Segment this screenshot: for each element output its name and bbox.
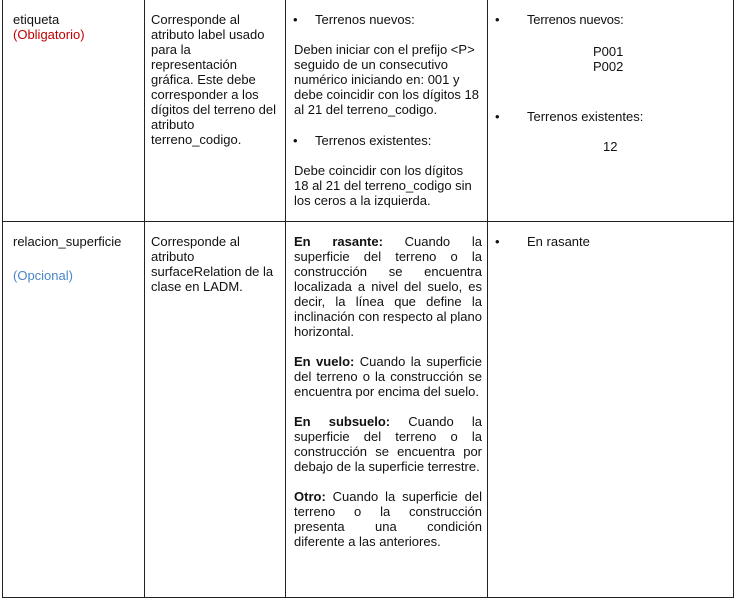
definition-text: Cuando la superficie del terreno o la construcción se encuentra localizada a nivel del suelo, es decir, la línea que define la inclinación con respecto al plano horizontal. bbox=[294, 234, 482, 339]
attribute-table bbox=[2, 0, 734, 598]
row-etiqueta-examples-cell bbox=[487, 12, 733, 154]
definition-term: En subsuelo: bbox=[294, 414, 391, 429]
field-description: Corresponde al atributo label usado para la representación gráfica. Este debe corresponder a los dígitos del terreno del atributo terreno_codigo. bbox=[151, 12, 277, 147]
example-value: P002 bbox=[593, 59, 624, 74]
field-description: Corresponde al atributo surfaceRelation de la clase en LADM. bbox=[151, 234, 274, 294]
definition-text: Cuando la superficie del terreno o la construcción presenta una condición diferente a las anteriores. bbox=[294, 489, 482, 549]
example-value: 12 bbox=[603, 139, 618, 154]
row-divider bbox=[3, 221, 733, 222]
definition-term: Otro: bbox=[294, 489, 326, 504]
definition-paragraph bbox=[294, 234, 482, 339]
requirement-label: (Obligatorio) bbox=[13, 27, 85, 42]
definition-paragraph bbox=[294, 354, 482, 399]
rule-heading: • Terrenos nuevos: bbox=[285, 12, 481, 27]
rule-text: Deben iniciar con el prefijo <P> seguido de un consecutivo numérico iniciando en: 001 y debe coincidir con los dígitos 18 al 21 del terreno_codigo. bbox=[294, 42, 480, 117]
example-heading: • Terrenos existentes: bbox=[487, 109, 733, 124]
row-relacion-description-cell bbox=[151, 234, 279, 294]
definition-term: En rasante: bbox=[294, 234, 383, 249]
example-value: • En rasante bbox=[487, 234, 733, 249]
rule-text: Debe coincidir con los dígitos 18 al 21 del terreno_codigo sin los ceros a la izquierda. bbox=[294, 163, 472, 208]
row-relacion-definitions-cell bbox=[294, 234, 482, 549]
definition-term: En vuelo: bbox=[294, 354, 355, 369]
definition-text: Cuando la superficie del terreno o la construcción se encuentra por encima del suelo. bbox=[294, 354, 482, 399]
example-value: P001 bbox=[593, 44, 624, 59]
definition-paragraph bbox=[294, 414, 482, 474]
field-name: etiqueta bbox=[13, 12, 60, 27]
row-etiqueta-field-cell bbox=[13, 12, 141, 42]
field-name: relacion_superficie bbox=[13, 234, 122, 249]
definition-paragraph bbox=[294, 489, 482, 549]
row-relacion-examples-cell bbox=[487, 234, 733, 249]
column-divider bbox=[144, 0, 145, 597]
rule-heading: • Terrenos existentes: bbox=[285, 133, 481, 148]
row-etiqueta-description-cell bbox=[151, 12, 279, 147]
definition-text: Cuando la superficie del terreno o la construcción se encuentra por debajo de la superficie terrestre. bbox=[294, 414, 482, 474]
row-relacion-field-cell bbox=[13, 234, 141, 283]
example-heading: • Terrenos nuevos: bbox=[487, 12, 733, 27]
requirement-label: (Opcional) bbox=[13, 268, 73, 283]
row-etiqueta-rules-cell bbox=[285, 12, 487, 208]
